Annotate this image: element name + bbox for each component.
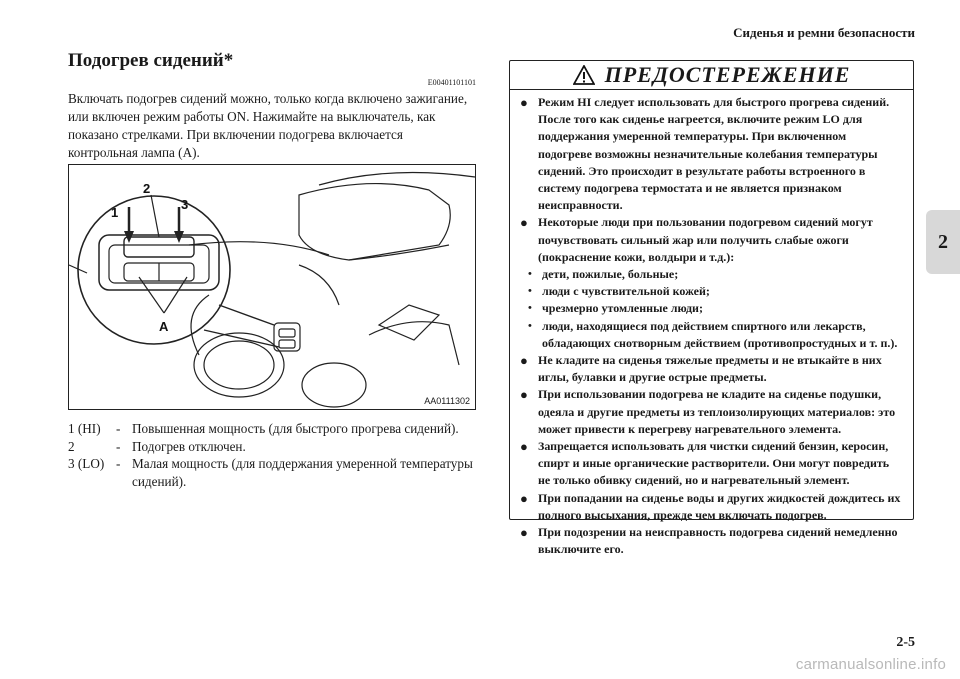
bullet-icon: ● <box>520 525 528 541</box>
legend-row <box>68 438 478 456</box>
legend-text: Подогрев отключен. <box>132 438 246 454</box>
warning-item-text: Не кладите на сиденья тяжелые предметы и не втыкайте в них иглы, булавки и другие острые предметы. <box>538 353 882 385</box>
chapter-tab: 2 <box>926 210 960 274</box>
left-column <box>68 50 476 162</box>
legend-row <box>68 420 478 438</box>
warning-item-text: При попадании на сиденье воды и других жидкостей дождитесь их полного высыхания, прежде чем включать подогрев. <box>538 490 901 522</box>
bullet-icon: ● <box>520 353 528 369</box>
warning-item <box>520 386 903 438</box>
warning-item-text: люди, находящиеся под действием спиртного или лекарств, обладающих снотворным действием (противопростудных и т. п.). <box>542 318 898 350</box>
section-code: E00401101101 <box>427 78 476 87</box>
warning-item-text: Режим HI следует использовать для быстрого прогрева сидений. После того как сиденье нагреется, включите режим LO для поддержания умеренной температуры. При включенном подогреве возможны незначительные колебания температуры сидений. Это происходит в результате работы встроенного в систему подогрева термостата и не является признаком неисправности. <box>538 95 890 213</box>
legend-row <box>68 455 478 490</box>
legend-text: Повышенная мощность (для быстрого прогрева сидений). <box>132 421 459 436</box>
page-header-title: Сиденья и ремни безопасности <box>733 25 915 40</box>
section-title: Подогрев сидений* <box>68 50 234 71</box>
legend-dash: - <box>116 438 121 454</box>
bullet-icon: ● <box>520 95 528 110</box>
bullet-icon: • <box>528 302 532 315</box>
warning-header <box>510 61 913 90</box>
bullet-icon: • <box>528 319 532 332</box>
warning-item <box>520 490 903 524</box>
bullet-icon: • <box>528 268 532 281</box>
bullet-icon: • <box>528 285 532 298</box>
warning-subitem <box>520 300 903 317</box>
legend-key: 2 <box>68 438 75 454</box>
warning-item-text: При подозрении на неисправность подогрева сидений немедленно выключите его. <box>538 525 898 557</box>
console-drawing <box>69 165 475 409</box>
warning-title: ПРЕДОСТЕРЕЖЕНИЕ <box>604 62 851 87</box>
warning-item <box>520 352 903 386</box>
switch-legend <box>68 420 478 490</box>
warning-subitem <box>520 266 903 283</box>
warning-item <box>520 94 903 214</box>
legend-text: Малая мощность (для поддержания умеренной температуры сидений). <box>132 456 473 489</box>
legend-dash: - <box>116 456 121 471</box>
legend-key: 1 (HI) <box>68 421 101 436</box>
bullet-icon: ● <box>520 387 528 403</box>
warning-triangle-icon <box>573 65 595 85</box>
callout-2: 2 <box>143 181 151 196</box>
warning-subitem <box>520 318 903 352</box>
page-number: 2-5 <box>896 635 915 650</box>
bullet-icon: ● <box>520 215 528 231</box>
watermark: carmanualsonline.info <box>795 656 946 673</box>
warning-item-text: При использовании подогрева не кладите на сиденье подушки, одеяла и другие предметы из теплоизолирующих материалов: это может привести к перегреву нагревательного элемента. <box>538 387 896 436</box>
legend-key: 3 (LO) <box>68 456 105 471</box>
bullet-icon: ● <box>520 490 528 506</box>
warning-item-text: чрезмерно утомленные люди; <box>542 301 703 316</box>
warning-subitem <box>520 283 903 300</box>
intro-paragraph: Включать подогрев сидений можно, только когда включено зажигание, или включен режим работы ON. Нажимайте на выключатель, как показано стрелками. При включении подогрева включается контрольная лампа (A). <box>68 91 468 160</box>
warning-list <box>510 90 913 558</box>
callout-a: A <box>159 319 169 334</box>
warning-item <box>520 524 903 558</box>
warning-item-text: дети, пожилые, больные; <box>542 267 679 282</box>
warning-item-text: люди с чувствительной кожей; <box>542 284 710 299</box>
warning-box <box>509 60 914 557</box>
callout-3: 3 <box>181 197 189 212</box>
warning-item-text: Некоторые люди при пользовании подогревом сидений могут почувствовать сильный жар или получить слабые ожоги (покраснение кожи, волдыри и т.д.): <box>538 215 873 264</box>
warning-item-text: Запрещается использовать для чистки сидений бензин, керосин, спирт и иные органические растворители. Они могут повредить не только обивку сидений, но и нагревательный элемент. <box>538 439 890 488</box>
callout-1: 1 <box>111 205 119 220</box>
warning-item <box>520 214 903 266</box>
warning-item <box>520 438 903 490</box>
seat-heater-switch-illustration <box>68 164 476 410</box>
figure-code: AA0111302 <box>424 396 470 406</box>
bullet-icon: ● <box>520 439 528 455</box>
legend-dash: - <box>116 421 121 436</box>
